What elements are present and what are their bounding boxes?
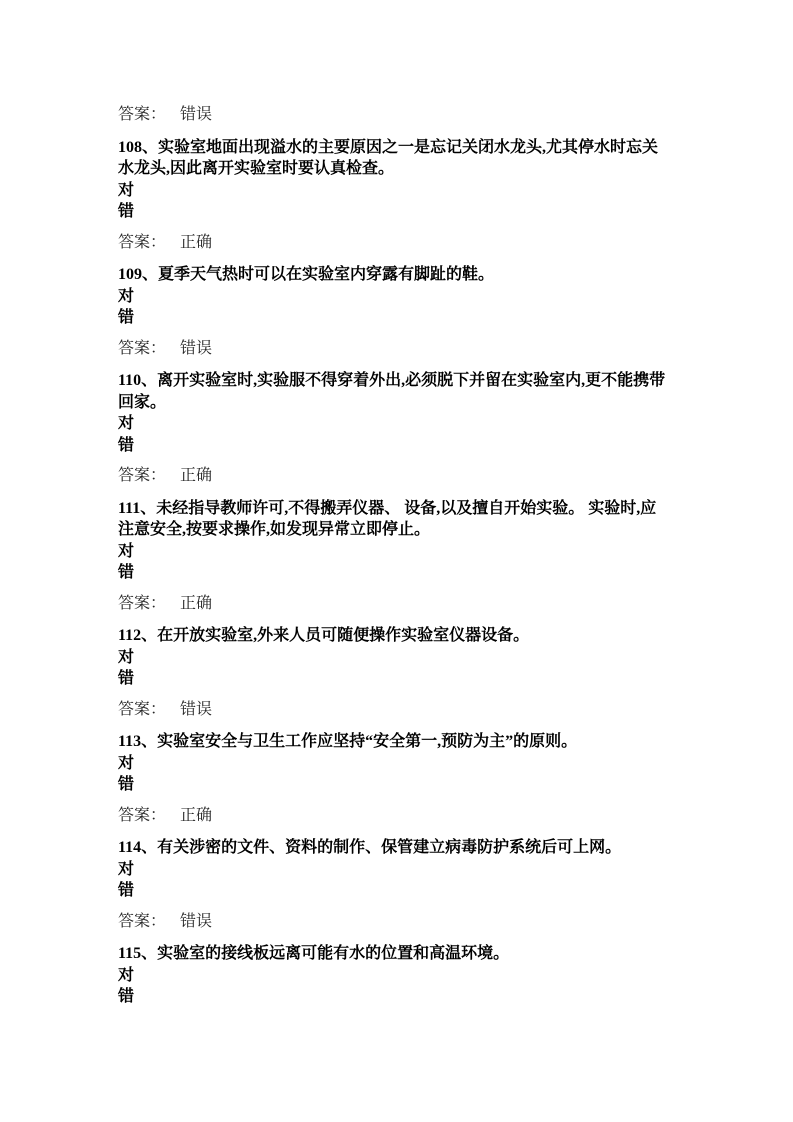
question-body: 实验室的接线板远离可能有水的位置和高温环境。 — [157, 945, 510, 962]
option-false: 错 — [118, 988, 135, 1005]
answer-line — [118, 465, 667, 487]
question-text — [118, 837, 667, 859]
answer-line — [118, 805, 667, 827]
question-body: 实验室地面出现溢水的主要原因之一是忘记关闭水龙头,尤其停水时忘关水龙头,因此离开实验室时要认真检查。 — [118, 138, 659, 177]
question-number: 109、 — [118, 266, 159, 283]
question-text — [118, 731, 667, 753]
question-text — [118, 943, 667, 965]
option-true: 对 — [118, 860, 135, 878]
question-body: 有关涉密的文件、资料的制作、保管建立病毒防护系统后可上网。 — [157, 839, 622, 856]
option-false: 错 — [118, 309, 135, 326]
question-number: 115、 — [118, 945, 158, 962]
answer-label: 答案： — [118, 339, 167, 357]
option-true: 对 — [118, 181, 135, 199]
answer-value: 错误 — [180, 700, 213, 718]
question-body: 夏季天气热时可以在实验室内穿露有脚趾的鞋。 — [158, 266, 495, 283]
option-false: 错 — [118, 882, 135, 899]
answer-label: 答案： — [118, 594, 167, 612]
option-false: 错 — [118, 670, 135, 687]
question-text — [118, 264, 667, 286]
answer-line — [118, 232, 667, 254]
answer-line — [118, 911, 667, 933]
question-text — [118, 137, 667, 180]
option-true: 对 — [118, 415, 135, 432]
answer-label: 答案： — [118, 912, 167, 930]
option-true: 对 — [118, 966, 135, 984]
option-false: 错 — [118, 436, 135, 454]
question-text — [118, 498, 667, 541]
question-block — [118, 731, 667, 826]
question-list — [118, 137, 667, 1008]
question-body: 离开实验室时,实验服不得穿着外出,必须脱下并留在实验室内,更不能携带回家。 — [118, 372, 666, 411]
option-false: 错 — [118, 203, 135, 220]
question-block — [118, 625, 667, 720]
answer-value: 错误 — [180, 912, 213, 930]
answer-label: 答案： — [118, 106, 167, 123]
question-block — [118, 137, 667, 254]
answer-value: 正确 — [180, 233, 213, 251]
option-false: 错 — [118, 564, 135, 581]
answer-line — [118, 338, 667, 360]
option-true: 对 — [118, 542, 135, 560]
question-block — [118, 370, 667, 487]
answer-value: 正确 — [180, 594, 213, 612]
question-body: 实验室安全与卫生工作应坚持“安全第一,预防为主”的原则。 — [157, 733, 578, 750]
question-block — [118, 837, 667, 932]
answer-line — [118, 593, 667, 615]
answer-line — [118, 699, 667, 721]
answer-label: 答案： — [118, 806, 167, 824]
question-block — [118, 264, 667, 359]
question-number: 111、 — [118, 499, 157, 517]
question-number: 113、 — [118, 733, 158, 750]
question-body: 在开放实验室,外来人员可随便操作实验室仪器设备。 — [157, 627, 530, 644]
question-body: 未经指导教师许可,不得搬弄仪器、 设备,以及擅自开始实验。 实验时,应注意安全,按要求操作,如发现异常立即停止。 — [118, 499, 657, 538]
answer-value: 错误 — [180, 106, 213, 123]
question-block — [118, 943, 667, 1008]
option-true: 对 — [118, 648, 135, 666]
answer-label: 答案： — [118, 467, 167, 484]
answer-value: 正确 — [180, 806, 213, 824]
option-false: 错 — [118, 776, 135, 793]
leading-answer-line — [118, 104, 667, 126]
question-text — [118, 370, 667, 413]
question-number: 108、 — [118, 138, 159, 156]
question-block — [118, 498, 667, 615]
answer-value: 错误 — [180, 339, 213, 357]
answer-label: 答案： — [118, 233, 167, 251]
option-true: 对 — [118, 754, 135, 772]
answer-value: 正确 — [180, 467, 213, 484]
answer-label: 答案： — [118, 700, 167, 718]
question-number: 114、 — [118, 839, 158, 856]
question-number: 110、 — [118, 372, 158, 389]
question-text — [118, 625, 667, 647]
option-true: 对 — [118, 287, 135, 305]
question-number: 112、 — [118, 627, 158, 644]
